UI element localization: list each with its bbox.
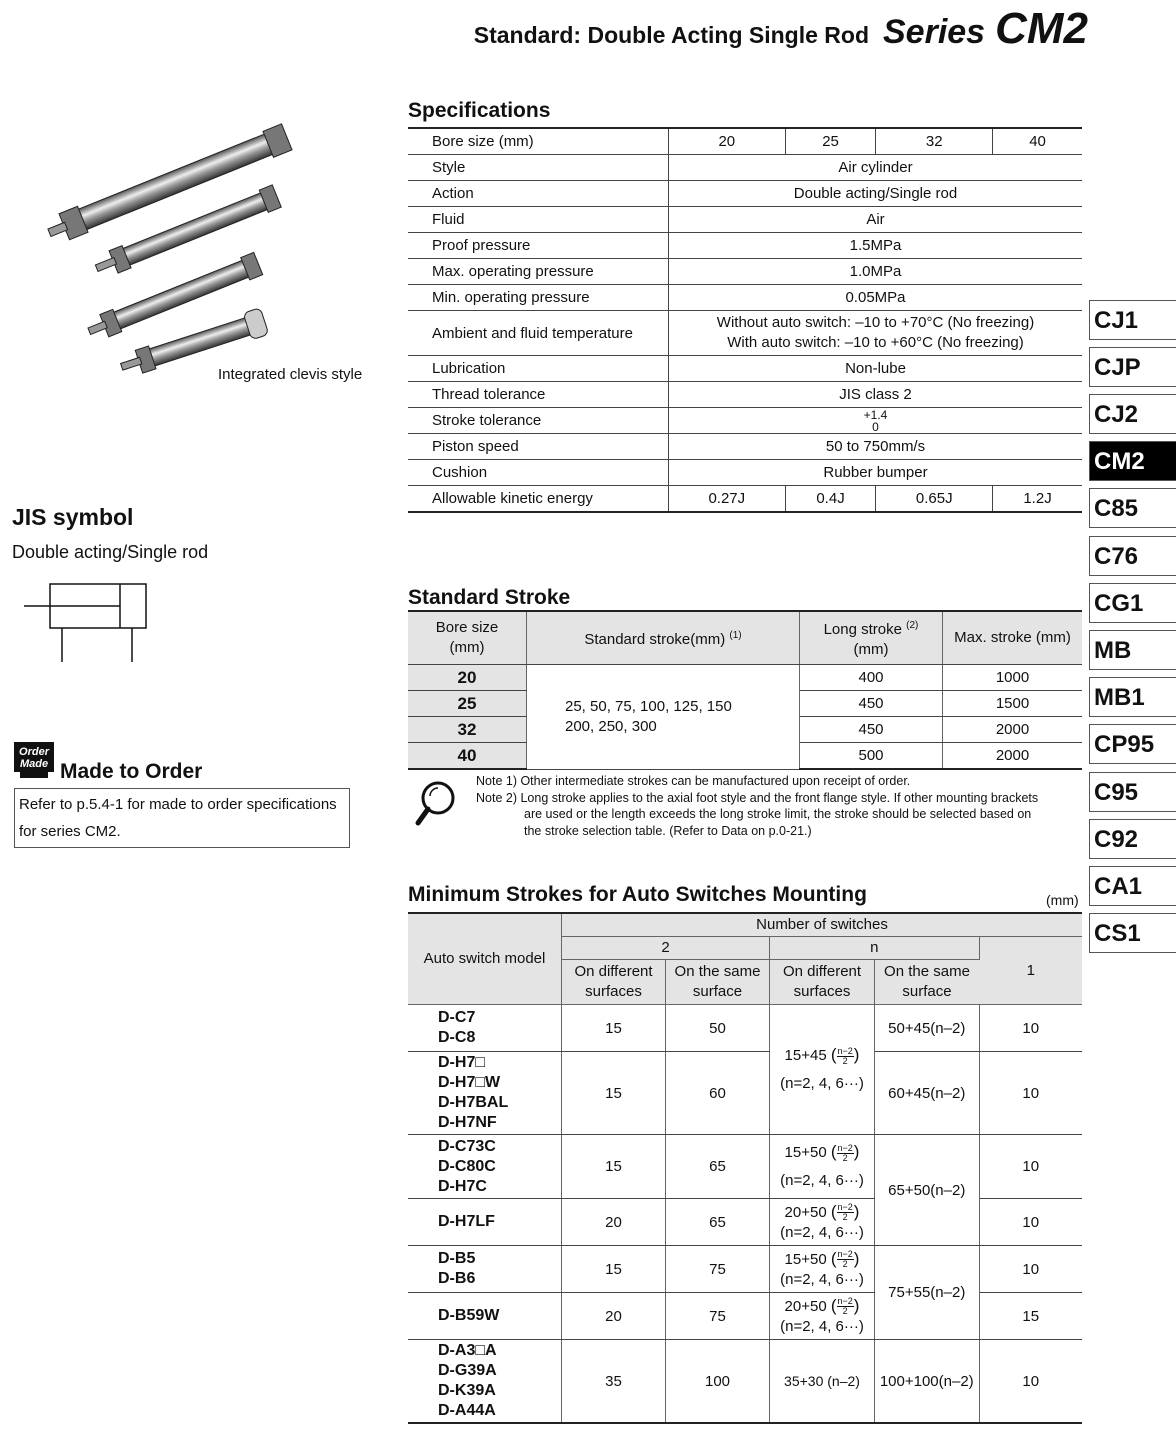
value-cell: 100+100(n–2) bbox=[875, 1340, 980, 1424]
side-tab-c76[interactable]: C76 bbox=[1089, 536, 1176, 576]
value-cell: 75 bbox=[666, 1246, 770, 1293]
fraction bbox=[837, 1297, 854, 1316]
hs1: On the same bbox=[674, 963, 761, 980]
spec-label: Stroke tolerance bbox=[408, 408, 669, 434]
temp-line-1: Without auto switch: –10 to +70°C (No freezing) bbox=[716, 314, 1035, 331]
header-long-note: (2) bbox=[906, 620, 919, 631]
side-tab-cm2[interactable]: CM2 bbox=[1089, 441, 1176, 481]
stroke-header-row bbox=[408, 611, 1082, 665]
hd2: surfaces bbox=[793, 983, 851, 1000]
header-std-text: Standard stroke(mm) bbox=[584, 631, 726, 648]
model-name: D-A44A bbox=[438, 1402, 496, 1419]
page-title bbox=[474, 4, 1088, 54]
spec-label: Bore size (mm) bbox=[408, 128, 669, 155]
header-bore-line2: (mm) bbox=[449, 639, 485, 656]
spec-value: 1.5MPa bbox=[669, 233, 1083, 259]
formula-base: 15+45 bbox=[784, 1047, 827, 1064]
made-to-order-title: Made to Order bbox=[60, 760, 203, 783]
header-long-stroke bbox=[800, 611, 943, 665]
fraction bbox=[837, 1144, 854, 1163]
switch-model-cell bbox=[408, 1246, 562, 1293]
hd1: On different bbox=[574, 963, 653, 980]
side-tab-cj1[interactable]: CJ1 bbox=[1089, 300, 1176, 340]
model-name: D-H7C bbox=[438, 1177, 487, 1195]
side-tab-cjp[interactable]: CJP bbox=[1089, 347, 1176, 387]
formula-cell: 15+50 ( $\frac{n-2}{2}$ ) (n=2, 4, 6···) bbox=[770, 1246, 875, 1293]
header-standard-stroke bbox=[527, 611, 800, 665]
note-2-cont: are used or the length exceeds the long stroke limit, the stroke should be selected based on bbox=[524, 807, 1032, 821]
specifications-title: Specifications bbox=[408, 99, 551, 122]
side-tab-cs1[interactable]: CS1 bbox=[1089, 913, 1176, 953]
formula-cell: 15+45 ( $\frac{n-2}{2}$ ) (n=2, 4, 6···) bbox=[770, 1005, 875, 1135]
spec-value: Air cylinder bbox=[669, 155, 1083, 181]
title-standard: Standard: Double Acting Single Rod bbox=[473, 22, 869, 48]
side-tab-mb[interactable]: MB bbox=[1089, 630, 1176, 670]
unit-label: (mm) bbox=[1046, 892, 1079, 908]
spec-label: Min. operating pressure bbox=[408, 285, 669, 311]
stroke-notes bbox=[476, 773, 1096, 839]
hd2: surfaces bbox=[585, 983, 642, 1000]
model-name: D-G39A bbox=[438, 1362, 497, 1379]
model-name: D-H7LF bbox=[438, 1213, 495, 1230]
formula-base: 15+50 bbox=[784, 1144, 827, 1161]
spec-value: 0.27J bbox=[669, 486, 786, 513]
std-stroke-line2: 200, 250, 300 bbox=[565, 717, 657, 735]
spec-label: Proof pressure bbox=[408, 233, 669, 259]
long-stroke-cell: 450 bbox=[800, 691, 943, 717]
spec-value: 0.05MPa bbox=[669, 285, 1083, 311]
value-cell: 50 bbox=[666, 1005, 770, 1052]
spec-row-lube bbox=[408, 356, 1082, 382]
long-stroke-cell: 500 bbox=[800, 743, 943, 770]
spec-label: Action bbox=[408, 181, 669, 207]
bore-cell: 40 bbox=[408, 743, 527, 770]
model-name: D-K39A bbox=[438, 1382, 496, 1399]
header-row bbox=[408, 913, 1082, 937]
max-stroke-cell: 2000 bbox=[943, 717, 1083, 743]
spec-row-temp bbox=[408, 311, 1082, 356]
jis-symbol-subtitle: Double acting/Single rod bbox=[12, 542, 209, 562]
standard-stroke-cell bbox=[527, 665, 800, 770]
hs2: surface bbox=[692, 983, 743, 1000]
value-cell: 10 bbox=[979, 1199, 1082, 1246]
formula-cell: 20+50 ( $\frac{n-2}{2}$ ) (n=2, 4, 6···) bbox=[770, 1293, 875, 1340]
frac-den: 2 bbox=[842, 1306, 848, 1317]
value-cell: 10 bbox=[979, 1135, 1082, 1199]
header-diff bbox=[770, 960, 875, 1005]
header-number-of-switches: Number of switches bbox=[562, 913, 1083, 937]
formula-cell: 20+50 ( $\frac{n-2}{2}$ ) (n=2, 4, 6···) bbox=[770, 1199, 875, 1246]
value-cell: 35 bbox=[562, 1340, 666, 1424]
spec-row-stroke-tol bbox=[408, 408, 1082, 434]
model-name: D-B5 bbox=[438, 1250, 476, 1267]
spec-label: Fluid bbox=[408, 207, 669, 233]
spec-row-energy bbox=[408, 486, 1082, 513]
table-row bbox=[408, 1005, 1082, 1052]
spec-label: Thread tolerance bbox=[408, 382, 669, 408]
value-cell: 15 bbox=[562, 1052, 666, 1135]
switch-model-cell bbox=[408, 1293, 562, 1340]
spec-label: Style bbox=[408, 155, 669, 181]
mto-icon-text-1: Order bbox=[19, 746, 49, 758]
value-cell: 35+30 (n–2) bbox=[770, 1340, 875, 1424]
spec-row-style bbox=[408, 155, 1082, 181]
value-cell: 15 bbox=[979, 1293, 1082, 1340]
model-name: D-C80C bbox=[438, 1157, 496, 1175]
side-tab-c92[interactable]: C92 bbox=[1089, 819, 1176, 859]
tolerance bbox=[864, 409, 888, 433]
tolerance-upper: +1.4 bbox=[863, 407, 888, 422]
switch-model-cell bbox=[408, 1199, 562, 1246]
table-row bbox=[408, 1246, 1082, 1293]
spec-label: Allowable kinetic energy bbox=[408, 486, 669, 513]
min-strokes-table bbox=[408, 912, 1082, 1424]
side-tab-c85[interactable]: C85 bbox=[1089, 488, 1176, 528]
formula-base: 20+50 bbox=[784, 1297, 827, 1315]
frac-num: n−2 bbox=[837, 1045, 853, 1056]
side-tab-cp95[interactable]: CP95 bbox=[1089, 724, 1176, 764]
value-cell: 10 bbox=[979, 1246, 1082, 1293]
fraction bbox=[837, 1203, 854, 1222]
value-cell: 60+45(n–2) bbox=[875, 1052, 980, 1135]
value-cell: 10 bbox=[979, 1340, 1082, 1424]
value-cell: 15 bbox=[562, 1246, 666, 1293]
long-stroke-cell: 450 bbox=[800, 717, 943, 743]
value-cell: 65 bbox=[666, 1135, 770, 1199]
frac-den: 2 bbox=[842, 1055, 848, 1066]
model-name: D-C7 bbox=[438, 1009, 476, 1026]
model-name: D-H7NF bbox=[438, 1114, 497, 1131]
note-2-cont: the stroke selection table. (Refer to Data on p.0-21.) bbox=[524, 823, 812, 838]
frac-den: 2 bbox=[842, 1152, 848, 1163]
value-cell: 65+50(n–2) bbox=[875, 1135, 980, 1246]
magnifier-icon bbox=[414, 778, 460, 828]
value-cell: 50+45(n–2) bbox=[875, 1005, 980, 1052]
spec-bore: 25 bbox=[785, 128, 876, 155]
jis-cylinder-symbol bbox=[22, 578, 152, 664]
value-cell: 15 bbox=[562, 1005, 666, 1052]
spec-label: Lubrication bbox=[408, 356, 669, 382]
formula-condition: (n=2, 4, 6···) bbox=[780, 1172, 864, 1189]
formula-base: 20+50 bbox=[784, 1203, 827, 1221]
standard-stroke-table bbox=[408, 610, 1082, 770]
side-tab-cj2[interactable]: CJ2 bbox=[1089, 394, 1176, 434]
tolerance-lower: 0 bbox=[872, 419, 879, 434]
side-tab-cg1[interactable]: CG1 bbox=[1089, 583, 1176, 623]
spec-value: 0.65J bbox=[876, 486, 993, 513]
fraction bbox=[837, 1250, 854, 1269]
table-row bbox=[408, 1293, 1082, 1340]
model-name: D-B6 bbox=[438, 1270, 476, 1287]
spec-value: 1.0MPa bbox=[669, 259, 1083, 285]
value-cell: 20 bbox=[562, 1293, 666, 1340]
table-row bbox=[408, 665, 1082, 691]
spec-label: Max. operating pressure bbox=[408, 259, 669, 285]
std-stroke-line1: 25, 50, 75, 100, 125, 150 bbox=[565, 697, 732, 715]
hs1: On the same bbox=[884, 963, 970, 980]
spec-row-speed bbox=[408, 434, 1082, 460]
value-cell: 75 bbox=[666, 1293, 770, 1340]
made-to-order-icon bbox=[12, 740, 56, 780]
spec-bore: 40 bbox=[993, 128, 1082, 155]
table-row bbox=[408, 1340, 1082, 1424]
max-stroke-cell: 1500 bbox=[943, 691, 1083, 717]
value-cell: 10 bbox=[979, 1052, 1082, 1135]
header-n: n bbox=[770, 937, 980, 960]
spec-value: JIS class 2 bbox=[669, 382, 1083, 408]
model-name: D-H7□ bbox=[438, 1054, 485, 1071]
product-caption: Integrated clevis style bbox=[218, 366, 363, 383]
hd1: On different bbox=[782, 963, 862, 980]
header-std-note: (1) bbox=[729, 630, 742, 641]
formula-condition: (n=2, 4, 6···) bbox=[780, 1223, 864, 1241]
spec-bore: 32 bbox=[876, 128, 993, 155]
spec-value: Rubber bumper bbox=[669, 460, 1083, 486]
formula-cell: 15+50 ( $\frac{n-2}{2}$ ) (n=2, 4, 6···) bbox=[770, 1135, 875, 1199]
min-strokes-title: Minimum Strokes for Auto Switches Mounting bbox=[408, 883, 867, 906]
frac-den: 2 bbox=[842, 1259, 848, 1270]
header-bore bbox=[408, 611, 527, 665]
spec-value: Non-lube bbox=[669, 356, 1083, 382]
header-two: 2 bbox=[562, 937, 770, 960]
mto-line-1: Refer to p.5.4-1 for made to order specifications bbox=[19, 796, 337, 813]
title-series: Series bbox=[883, 13, 986, 51]
temp-line-2: With auto switch: –10 to +60°C (No freezing) bbox=[727, 334, 1024, 351]
spec-value bbox=[669, 408, 1083, 434]
spec-value: 0.4J bbox=[785, 486, 876, 513]
value-cell: 20 bbox=[562, 1199, 666, 1246]
hs2: surface bbox=[902, 983, 952, 1000]
value-cell: 10 bbox=[979, 1005, 1082, 1052]
table-row bbox=[408, 1199, 1082, 1246]
value-cell: 15 bbox=[562, 1135, 666, 1199]
frac-num: n−2 bbox=[837, 1142, 853, 1153]
long-stroke-cell: 400 bbox=[800, 665, 943, 691]
switch-model-cell bbox=[408, 1005, 562, 1052]
spec-row-maxp bbox=[408, 259, 1082, 285]
header-diff bbox=[562, 960, 666, 1005]
spec-row-cushion bbox=[408, 460, 1082, 486]
spec-row-minp bbox=[408, 285, 1082, 311]
frac-num: n−2 bbox=[837, 1296, 853, 1307]
spec-label: Cushion bbox=[408, 460, 669, 486]
note-1: Note 1) Other intermediate strokes can be manufactured upon receipt of order. bbox=[476, 774, 911, 788]
spec-row-action bbox=[408, 181, 1082, 207]
frac-den: 2 bbox=[842, 1212, 848, 1223]
side-tab-ca1[interactable]: CA1 bbox=[1089, 866, 1176, 906]
model-name: D-A3□A bbox=[438, 1342, 497, 1359]
model-name: D-C73C bbox=[438, 1137, 496, 1155]
spec-row-proof bbox=[408, 233, 1082, 259]
switch-model-cell bbox=[408, 1135, 562, 1199]
header-auto-switch-model: Auto switch model bbox=[408, 913, 562, 1005]
standard-stroke-title: Standard Stroke bbox=[408, 586, 571, 609]
bore-cell: 32 bbox=[408, 717, 527, 743]
spec-value: Double acting/Single rod bbox=[669, 181, 1083, 207]
max-stroke-cell: 1000 bbox=[943, 665, 1083, 691]
header-long-text: Long stroke bbox=[823, 621, 902, 638]
value-cell: 65 bbox=[666, 1199, 770, 1246]
header-bore-line1: Bore size bbox=[435, 619, 499, 636]
spec-value: 50 to 750mm/s bbox=[669, 434, 1083, 460]
bore-cell: 25 bbox=[408, 691, 527, 717]
bore-cell: 20 bbox=[408, 665, 527, 691]
model-name: D-H7BAL bbox=[438, 1094, 509, 1111]
formula-condition: (n=2, 4, 6···) bbox=[780, 1270, 864, 1288]
note-2: Note 2) Long stroke applies to the axial foot style and the front flange style. If other mounting brackets bbox=[476, 790, 1039, 805]
spec-row-fluid bbox=[408, 207, 1082, 233]
cylinder-1 bbox=[44, 124, 292, 246]
header-same bbox=[875, 960, 980, 1005]
header-one: 1 bbox=[979, 937, 1082, 1005]
jis-symbol-title: JIS symbol bbox=[12, 504, 134, 530]
spec-value: 1.2J bbox=[993, 486, 1082, 513]
value-cell: 75+55(n–2) bbox=[875, 1246, 980, 1340]
formula-condition: (n=2, 4, 6···) bbox=[780, 1075, 864, 1092]
title-model: CM2 bbox=[995, 4, 1088, 53]
header-long-unit: (mm) bbox=[853, 641, 889, 658]
made-to-order-box bbox=[14, 788, 350, 848]
specifications-table bbox=[408, 127, 1082, 513]
table-row bbox=[408, 1052, 1082, 1135]
frac-num: n−2 bbox=[837, 1202, 853, 1213]
switch-model-cell bbox=[408, 1052, 562, 1135]
max-stroke-cell: 2000 bbox=[943, 743, 1083, 770]
spec-value bbox=[669, 311, 1083, 356]
spec-value: Air bbox=[669, 207, 1083, 233]
model-name: D-C8 bbox=[438, 1029, 476, 1046]
fraction bbox=[837, 1047, 854, 1066]
value-cell: 100 bbox=[666, 1340, 770, 1424]
spec-label: Piston speed bbox=[408, 434, 669, 460]
mto-line-2: for series CM2. bbox=[19, 823, 121, 840]
model-name: D-H7□W bbox=[438, 1074, 501, 1091]
formula-base: 15+50 bbox=[784, 1250, 827, 1268]
side-tab-c95[interactable]: C95 bbox=[1089, 772, 1176, 812]
header-max-stroke: Max. stroke (mm) bbox=[943, 611, 1083, 665]
mto-icon-text-2: Made bbox=[19, 758, 49, 770]
table-row bbox=[408, 1135, 1082, 1199]
spec-row-bore bbox=[408, 128, 1082, 155]
model-name: D-B59W bbox=[438, 1307, 500, 1324]
frac-num: n−2 bbox=[837, 1249, 853, 1260]
formula-condition: (n=2, 4, 6···) bbox=[780, 1317, 864, 1335]
value-cell: 60 bbox=[666, 1052, 770, 1135]
product-photo bbox=[34, 120, 294, 390]
header-same bbox=[666, 960, 770, 1005]
spec-row-thread bbox=[408, 382, 1082, 408]
spec-bore: 20 bbox=[669, 128, 786, 155]
side-tab-mb1[interactable]: MB1 bbox=[1089, 677, 1176, 717]
switch-model-cell bbox=[408, 1340, 562, 1424]
spec-label: Ambient and fluid temperature bbox=[408, 311, 669, 356]
